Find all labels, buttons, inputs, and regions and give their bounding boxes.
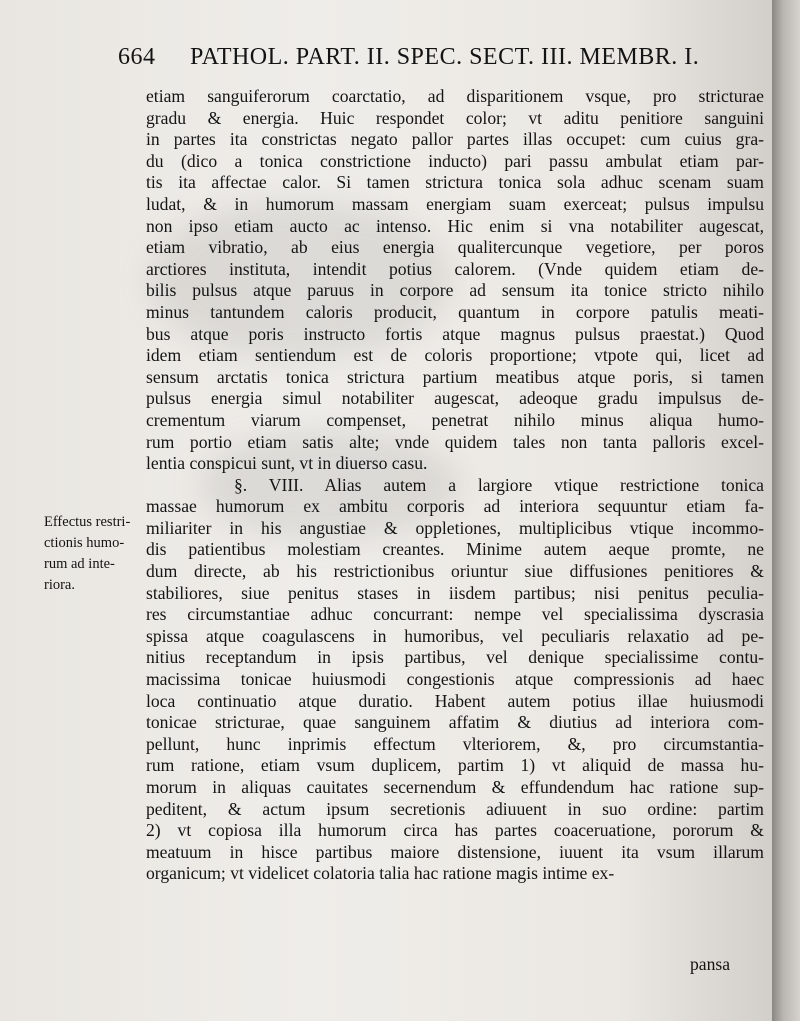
body-text bbox=[146, 86, 764, 885]
text-line: res circumstantiae adhuc concurrant: nempe vel specialissima dyscrasia bbox=[146, 604, 764, 625]
text-line: idem etiam sentiendum est de coloris proportione; vtpote qui, licet ad bbox=[146, 345, 764, 366]
text-line: meatuum in hisce partibus maiore distensione, iuuent ita vsum illarum bbox=[146, 841, 764, 862]
text-line: nitius receptandum in ipsis partibus, vel denique specialissime contu- bbox=[146, 647, 764, 668]
text-line: du (dico a tonica constrictione inducto) pari passu ambulat etiam par- bbox=[146, 150, 764, 171]
text-line: etiam sanguiferorum coarctatio, ad disparitionem vsque, pro stricturae bbox=[146, 86, 764, 106]
margin-note-line: ctionis humo- bbox=[44, 535, 125, 551]
text-line: bus atque poris instructo fortis atque magnus pulsus praestat.) Quod bbox=[146, 323, 764, 344]
margin-note bbox=[44, 512, 152, 596]
text-line: peditent, & actum ipsum secretionis adiuuent in suo ordine: partim bbox=[146, 798, 764, 819]
text-line: crementum viarum compenset, penetrat nihilo minus aliqua humo- bbox=[146, 409, 764, 430]
text-line: pellunt, hunc inprimis effectum vlteriorem, &, pro circumstantia- bbox=[146, 733, 764, 754]
text-line: §. VIII. Alias autem a largiore vtique restrictione tonica bbox=[234, 474, 764, 495]
text-line: etiam vibratio, ab eius energia qualitercunque vegetiore, per poros bbox=[146, 237, 764, 258]
text-line: in partes ita constrictas negato pallor partes illas occupet: cum cuius gra- bbox=[146, 129, 764, 150]
page-gutter bbox=[772, 0, 800, 1021]
running-header bbox=[118, 44, 700, 76]
text-line: rum portio etiam satis alte; vnde quidem tales non tanta palloris excel- bbox=[146, 431, 764, 452]
text-line: tis ita affectae calor. Si tamen strictura tonica sola adhuc scenam suam bbox=[146, 172, 764, 193]
page-number: 664 bbox=[118, 44, 156, 70]
text-line: bilis pulsus atque paruus in corpore ad sensum ita tonice stricto nihilo bbox=[146, 280, 764, 301]
text-line: stabiliores, siue penitus stases in iisdem partibus; nisi penitus peculia- bbox=[146, 582, 764, 603]
text-line: rum ratione, etiam vsum duplicem, partim 1) vt aliquid de massa hu- bbox=[146, 755, 764, 776]
text-line: spissa atque coagulascens in humoribus, vel peculiaris relaxatio ad pe- bbox=[146, 625, 764, 646]
text-line: miliariter in his angustiae & oppletiones, multiplicibus vtique incommo- bbox=[146, 517, 764, 538]
text-line: massae humorum ex ambitu corporis ad interiora sequuntur etiam fa- bbox=[146, 496, 764, 517]
text-line: tonicae stricturae, quae sanguinem affatim & diutius ad interiora com- bbox=[146, 712, 764, 733]
text-line: dum directe, ab his restrictionibus oriuntur siue diffusiones penitiores & bbox=[146, 561, 764, 582]
text-line: minus tantundem caloris producit, quantum in corpore patulis meati- bbox=[146, 301, 764, 322]
text-line: organicum; vt videlicet colatoria talia hac ratione magis intime ex- bbox=[146, 863, 615, 884]
margin-note-line: rum ad inte- bbox=[44, 556, 115, 572]
catchword: pansa bbox=[690, 954, 731, 974]
text-line: arctiores instituta, intendit potius calorem. (Vnde quidem etiam de- bbox=[146, 258, 764, 279]
text-line: lentia conspicui sunt, vt in diuerso casu. bbox=[146, 453, 428, 474]
margin-note-line: Effectus restri- bbox=[44, 514, 131, 530]
text-line: ludat, & in humorum massam energiam suam exerceat; pulsus impulsu bbox=[146, 193, 764, 214]
text-line: 2) vt copiosa illa humorum circa has partes coaceruatione, pororum & bbox=[146, 820, 764, 841]
text-line: loca continuatio atque duratio. Habent autem potius illae huiusmodi bbox=[146, 690, 764, 711]
margin-note-line: riora. bbox=[44, 577, 75, 593]
text-line: macissima tonicae huiusmodi congestionis atque compressionis ad haec bbox=[146, 669, 764, 690]
text-line: non ipso etiam aucto ac intenso. Hic enim si vna notabiliter augescat, bbox=[146, 215, 764, 236]
text-line: dis patientibus molestiam creantes. Minime autem aeque promte, ne bbox=[146, 539, 764, 560]
text-line: morum in aliquas cauitates secernendum & effundendum hac ratione sup- bbox=[146, 777, 764, 797]
text-line: pulsus energia simul notabiliter augescat, adeoque gradu impulsus de- bbox=[146, 388, 764, 409]
running-title: PATHOL. PART. II. SPEC. SECT. III. MEMBR. I. bbox=[190, 44, 700, 70]
text-line: gradu & energia. Huic respondet color; vt aditu penitiore sanguini bbox=[146, 107, 764, 128]
text-line: sensum arctatis tonica strictura partium meatibus atque poris, si tamen bbox=[146, 366, 764, 387]
